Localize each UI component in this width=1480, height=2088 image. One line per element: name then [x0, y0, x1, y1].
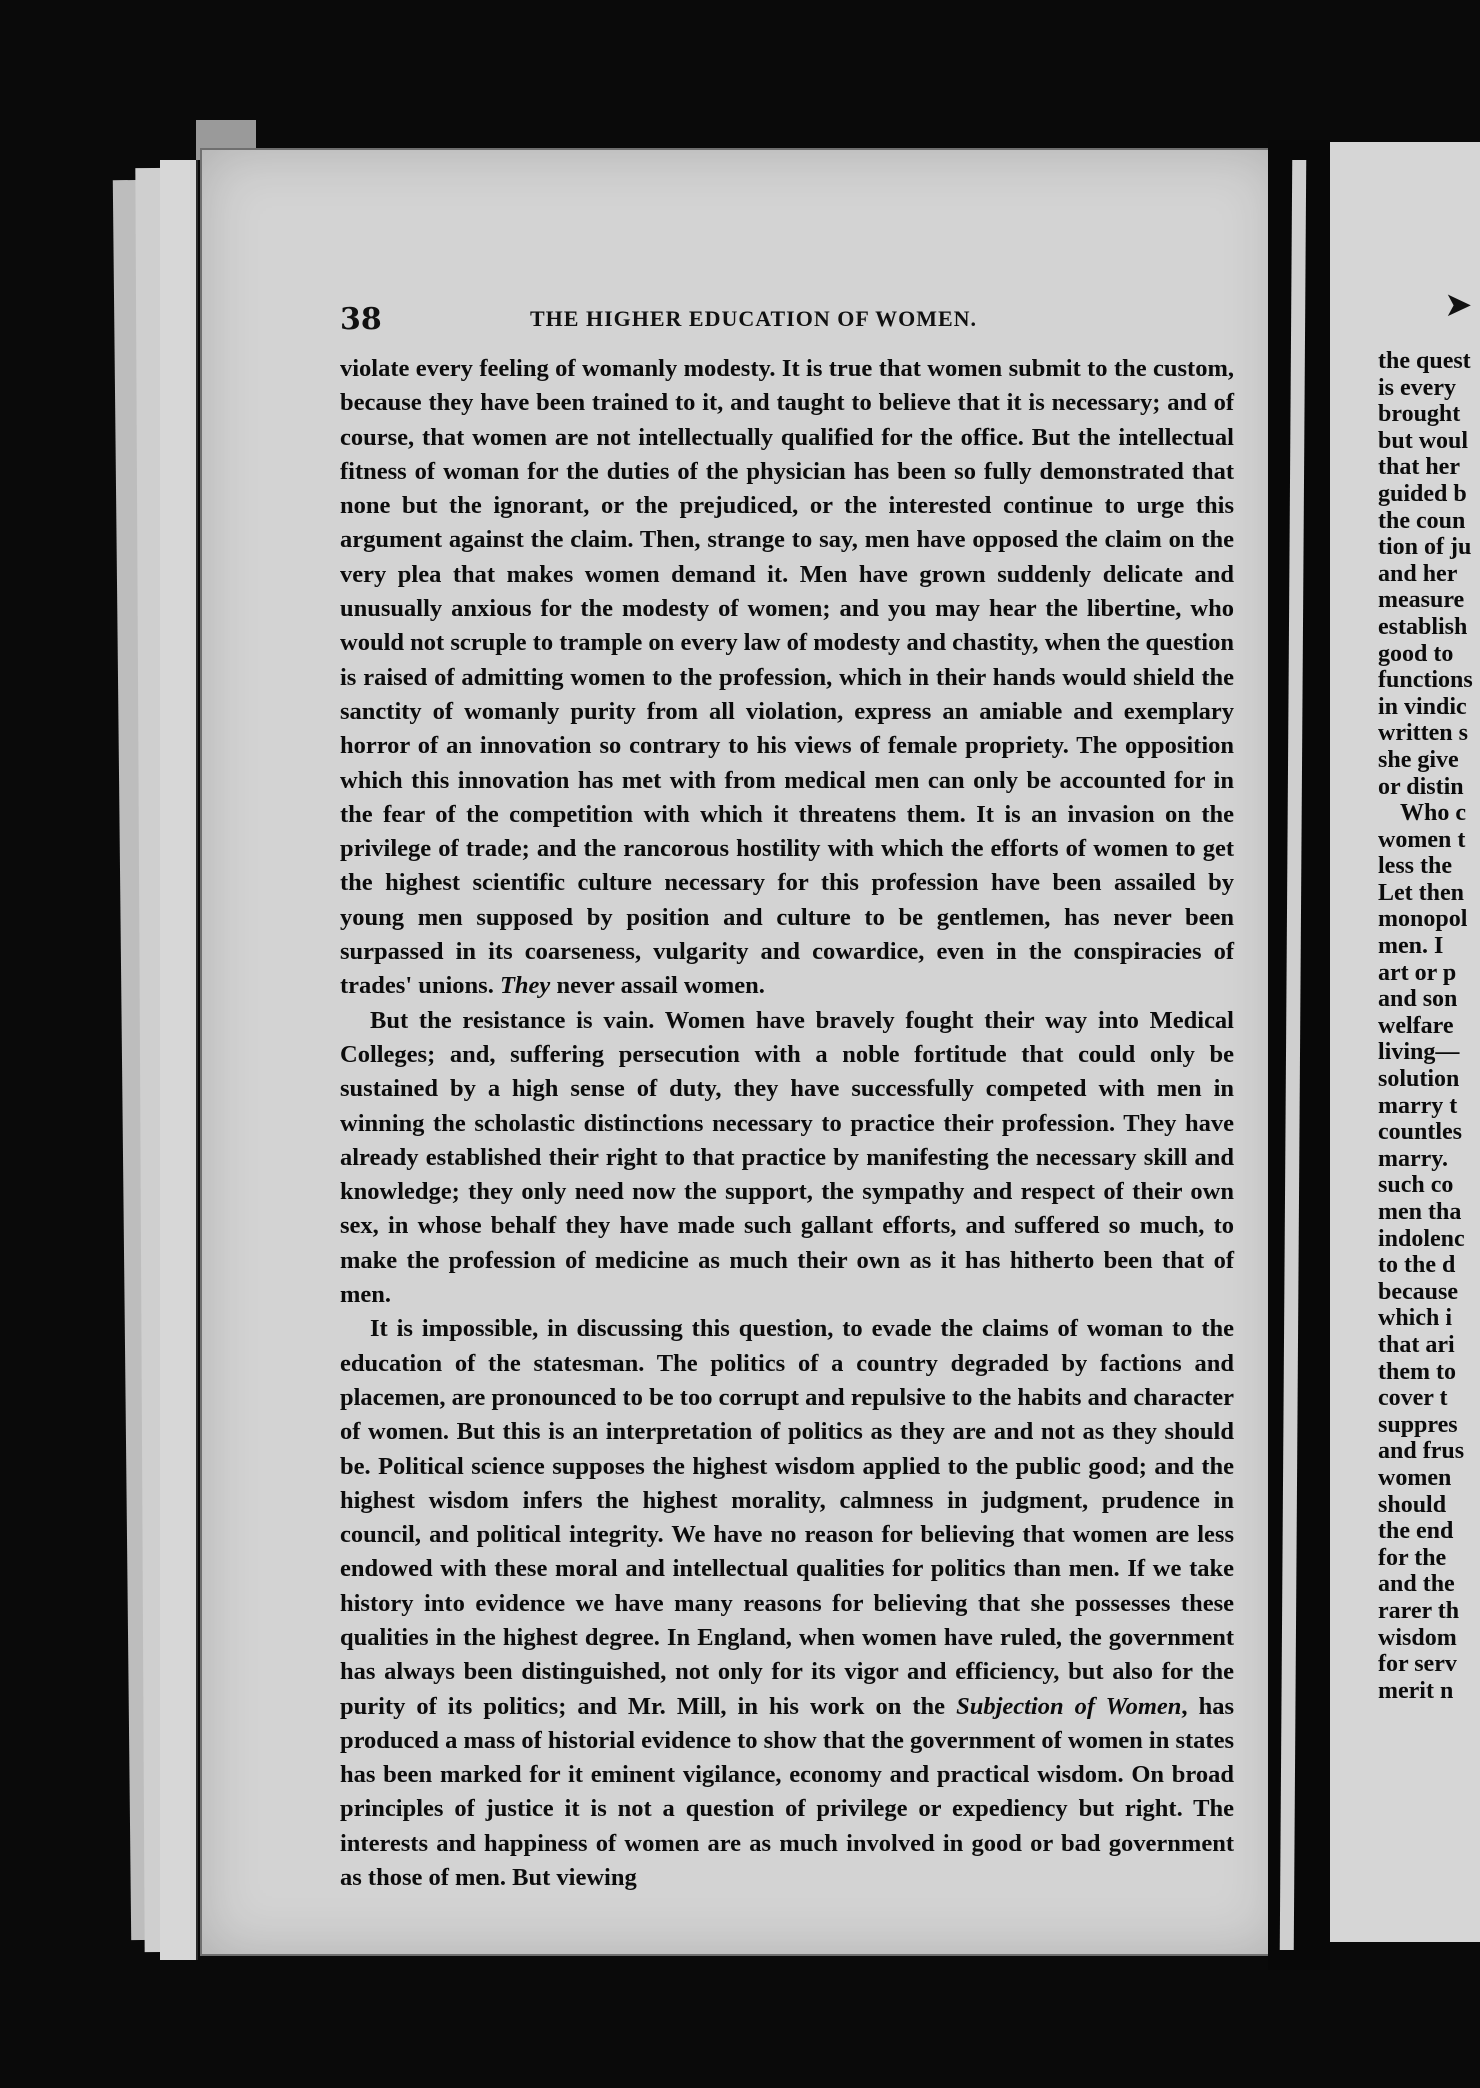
facing-line: rarer th [1378, 1597, 1460, 1624]
facing-line: to the d [1378, 1252, 1456, 1279]
facing-line: indolenc [1378, 1225, 1465, 1252]
facing-line: monopol [1378, 906, 1468, 933]
facing-line: women t [1378, 826, 1466, 853]
book-title: Subjection of Women [956, 1692, 1182, 1720]
facing-line: living— [1378, 1039, 1460, 1066]
margin-mark: ➤ [1444, 285, 1473, 325]
facing-line: Let then [1378, 879, 1464, 906]
facing-line: functions [1378, 667, 1473, 694]
facing-line: written s [1378, 720, 1468, 747]
facing-line: solution [1378, 1066, 1460, 1093]
facing-line: welfare [1378, 1012, 1454, 1039]
facing-page-text [1378, 348, 1480, 1704]
facing-line: brought [1378, 401, 1461, 428]
facing-line: in vindic [1378, 693, 1467, 720]
facing-line: the coun [1378, 507, 1466, 534]
page-edge [160, 160, 198, 1960]
facing-line: art or p [1378, 959, 1457, 986]
facing-line: less the [1378, 853, 1452, 880]
facing-line: establish [1378, 613, 1468, 640]
facing-line: which i [1378, 1305, 1453, 1332]
paragraph: It is impossible, in discussing this question, to evade the claims of woman to the education of the statesman. The politics of a country degraded by factions and placemen, are pronounced to be too corrupt and repulsive to the habits and character of women. But this is an interpretation of politics as they are and not as they should be. Political science supposes the highest wisdom applied to the public good; and the highest wisdom infers the highest morality, calmness in judgment, prudence in council, and political integrity. We have no reason for believing that women are less endowed with these moral and intellectual qualities for politics than men. If we take history into evidence we have many reasons for believing that she possesses these qualities in the highest degree. In England, when women have ruled, the government has always been distinguished, not only for its vigor and efficiency, but also for the purity of its politics; and Mr. Mill, in his work on the Subjection of Women, has produced a mass of historial evidence to show that the government of women in states has been marked for it eminent vigilance, economy and practical wisdom. On broad principles of justice it is not a question of privilege or expediency but right. The interests and happiness of women are as much involved in good or bad government as those of men. But viewing [340, 1315, 1234, 1892]
page-header [340, 302, 1240, 338]
facing-line: countles [1378, 1119, 1462, 1146]
facing-line: tion of ju [1378, 534, 1472, 561]
facing-line: marry. [1378, 1145, 1448, 1172]
facing-line: measure [1378, 587, 1465, 614]
page-number: 38 [340, 302, 382, 337]
facing-line: men. I [1378, 933, 1444, 960]
facing-line: them to [1378, 1358, 1456, 1385]
facing-line: is every [1378, 374, 1456, 401]
facing-line: Who c [1400, 800, 1466, 827]
body-text [340, 352, 1234, 1895]
facing-line: wisdom [1378, 1624, 1457, 1651]
facing-line: and frus [1378, 1438, 1465, 1465]
facing-line: or distin [1378, 773, 1464, 800]
facing-line: suppres [1378, 1411, 1458, 1438]
facing-line: the quest [1378, 348, 1471, 374]
facing-line: such co [1378, 1172, 1454, 1199]
facing-line: men tha [1378, 1199, 1462, 1225]
facing-line: and the [1378, 1571, 1455, 1598]
facing-line: merit n [1378, 1677, 1454, 1704]
facing-line: good to [1378, 640, 1454, 667]
facing-line: should [1378, 1491, 1447, 1518]
facing-line: guided b [1378, 480, 1467, 507]
facing-line: for the [1378, 1544, 1447, 1571]
paragraph: violate every feeling of womanly modesty. It is true that women submit to the custom, because they have been trained to it, and taught to believe that it is necessary; and of course, that women are not intellectually qualified for the office. But the intellectual fitness of woman for the duties of the physician has been so fully demonstrated that none but the ignorant, or the prejudiced, or the interested continue to urge this argument against the claim. Then, strange to say, men have opposed the claim on the very plea that makes women demand it. Men have grown suddenly delicate and unusually anxious for the modesty of women; and you may hear the libertine, who would not scruple to trample on every law of modesty and chastity, when the question is raised of admitting women to the profession, which in their hands would shield the sanctity of womanly purity from all violation, express an amiable and exemplary horror of an innovation so contrary to his views of female propriety. The opposition which this innovation has met with from medical men can only be accounted for in the fear of the competition with which it threatens them. It is an invasion on the privilege of trade; and the rancorous hostility with which the efforts of women to get the highest scientific culture necessary for this profession have been assailed by young men supposed by position and culture to be gentlemen, has never been surpassed in its coarseness, vulgarity and cowardice, even in the conspiracies of trades' unions. They never assail women. [340, 355, 1234, 1000]
paragraph: But the resistance is vain. Women have bravely fought their way into Medical Colleges; and, suffering persecution with a noble fortitude that could only be sustained by a high sense of duty, they have successfully competed with men in winning the scholastic distinctions necessary to practice their profession. They have already established their right to that practice by manifesting the necessary skill and knowledge; they only need now the support, the sympathy and respect of their own sex, in whose behalf they have made such gallant efforts, and suffered so much, to make the profession of medicine as much their own as it has hitherto been that of men. [340, 1006, 1234, 1309]
facing-line: she give [1378, 746, 1459, 773]
facing-line: that ari [1378, 1331, 1455, 1358]
facing-line: because [1378, 1278, 1458, 1305]
facing-line: the end [1378, 1518, 1454, 1545]
facing-line: but woul [1378, 427, 1469, 454]
facing-line: for serv [1378, 1651, 1457, 1678]
italic-text: They [499, 972, 551, 1000]
facing-line: that her [1378, 454, 1460, 481]
facing-line: marry t [1378, 1092, 1458, 1119]
facing-line: and her [1378, 560, 1458, 587]
running-title: THE HIGHER EDUCATION OF WOMEN. [530, 306, 978, 331]
facing-line: women [1378, 1464, 1452, 1491]
facing-line: cover t [1378, 1385, 1448, 1412]
facing-line: and son [1378, 986, 1458, 1013]
